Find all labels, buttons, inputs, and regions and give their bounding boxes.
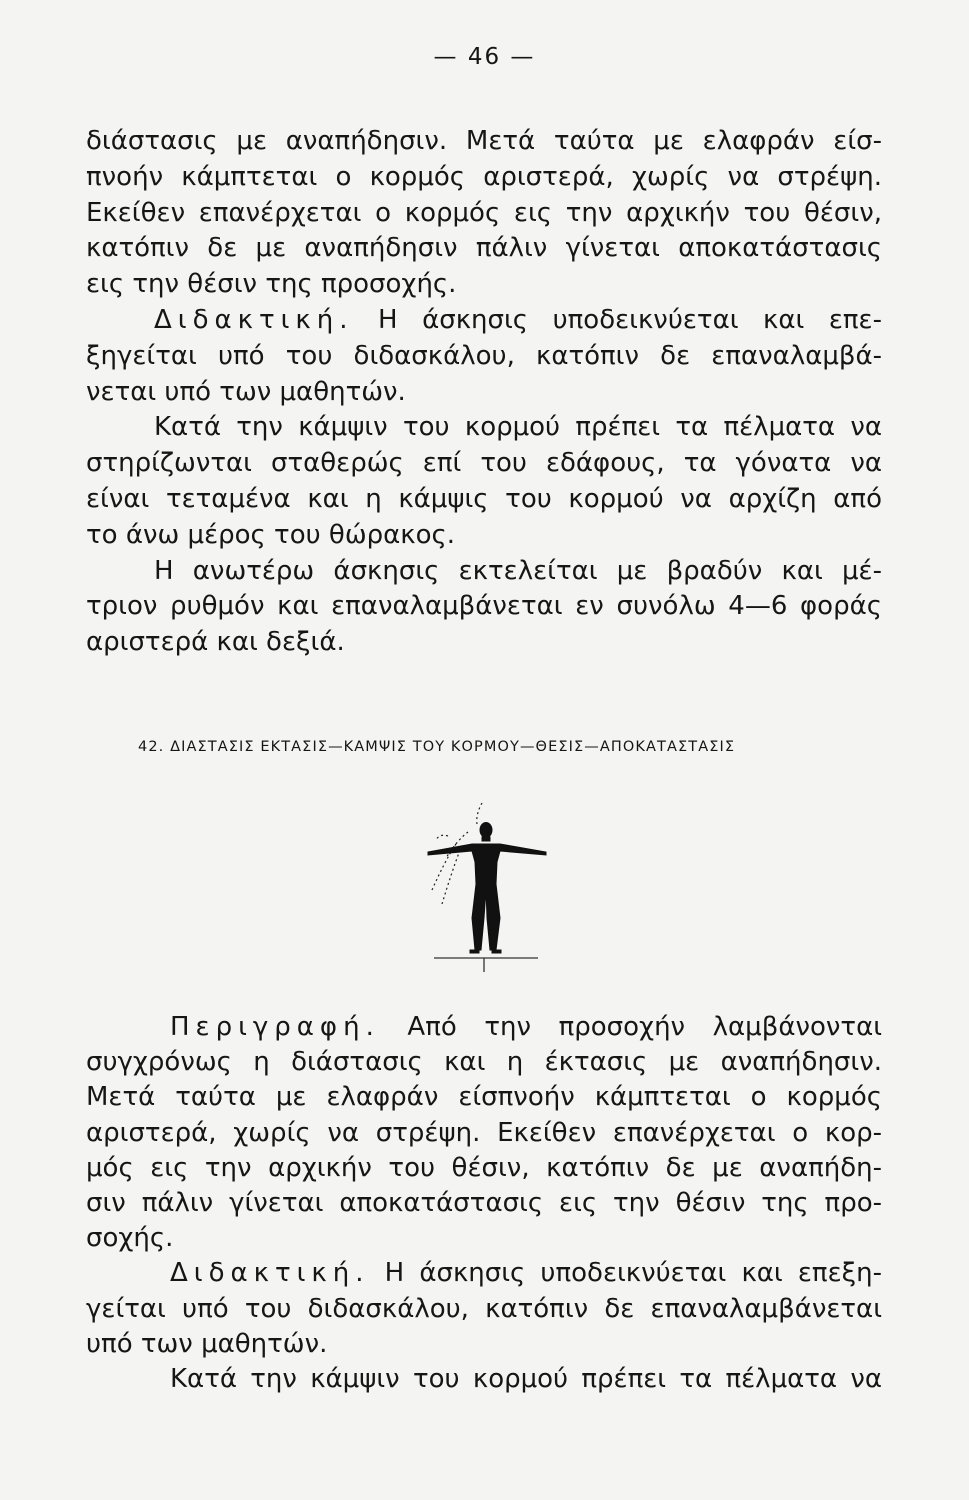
- text-line: εις την θέσιν της προσοχής.: [86, 269, 457, 300]
- text-line: τριον ρυθμόν και επαναλαμβάνεται εν συνόλω 4—6 φοράς: [86, 591, 882, 622]
- text-line: πνοήν κάμπτεται ο κορμός αριστερά, χωρίς να στρέψη.: [86, 161, 882, 192]
- didaktiki-heading: Διδακτική.: [154, 304, 354, 335]
- paragraph-block-bottom: [86, 1010, 882, 1397]
- text-line: υπό των μαθητών.: [86, 1328, 328, 1359]
- didaktiki-line: [86, 1256, 882, 1291]
- text-line: γείται υπό του διδασκάλου, κατόπιν δε επαναλαμβάνεται: [86, 1293, 882, 1324]
- text-line: Μετά ταύτα με ελαφράν είσπνοήν κάμπτεται ο κορμός: [86, 1082, 882, 1113]
- perigrafi-line: [86, 1010, 882, 1045]
- text-line: Η ανωτέρω άσκησις εκτελείται με βραδύν και μέ-: [154, 555, 882, 586]
- text-line: συγχρόνως η διάστασις και η έκτασις με αναπήδησιν.: [86, 1047, 882, 1078]
- text-line: διάστασις με αναπήδησιν. Μετά ταύτα με ελαφράν είσ-: [86, 126, 882, 156]
- page-number: — 46 —: [433, 44, 536, 70]
- text-line: το άνω μέρος του θώρακος.: [86, 519, 456, 550]
- text-line: σοχής.: [86, 1223, 174, 1254]
- text-line: Κατά την κάμψιν του κορμού πρέπει τα πέλματα να: [154, 412, 882, 443]
- text-line: αριστερά, χωρίς να στρέψη. Εκείθεν επανέρχεται ο κορ-: [86, 1117, 882, 1148]
- didaktiki-heading: Διδακτική.: [170, 1258, 370, 1289]
- figure-caption: 42. ΔΙΑΣΤΑΣΙΣ ΕΚΤΑΣΙΣ—ΚΑΜΨΙΣ ΤΟΥ ΚΟΡΜΟΥ—ΘΕΣΙΣ—ΑΠΟΚΑΤΑΣΤΑΣΙΣ: [138, 739, 736, 755]
- didaktiki-line: [86, 303, 882, 339]
- text-line: αριστερά και δεξιά.: [86, 627, 345, 658]
- didaktiki-text: Η άσκησις υποδεικνύεται και επε-: [353, 304, 882, 335]
- text-line: σιν πάλιν γίνεται αποκατάστασις εις την θέσιν της προ-: [86, 1187, 882, 1218]
- text-line: Κατά την κάμψιν του κορμού πρέπει τα πέλματα να: [170, 1363, 882, 1394]
- text-line: κατόπιν δε με αναπήδησιν πάλιν γίνεται αποκατάστασις: [86, 233, 882, 264]
- text-line: είναι τεταμένα και η κάμψις του κορμού να αρχίζη από: [86, 483, 882, 514]
- text-line: ξηγείται υπό του διδασκάλου, κατόπιν δε επαναλαμβά-: [86, 340, 882, 371]
- text-line: Εκείθεν επανέρχεται ο κορμός εις την αρχικήν του θέσιν,: [86, 197, 882, 228]
- gymnast-figure-illustration: [420, 800, 550, 980]
- paragraph-block-top: [86, 124, 882, 661]
- didaktiki-text: Η άσκησις υποδεικνύεται και επεξη-: [369, 1258, 882, 1289]
- text-line: στηρίζωνται σταθερώς επί του εδάφους, τα γόνατα να: [86, 448, 882, 479]
- perigrafi-heading: Περιγραφή.: [170, 1012, 380, 1042]
- perigrafi-text: Από την προσοχήν λαμβάνονται: [379, 1012, 882, 1042]
- text-line: μός εις την αρχικήν του θέσιν, κατόπιν δε με αναπήδη-: [86, 1152, 882, 1183]
- text-line: νεται υπό των μαθητών.: [86, 376, 406, 407]
